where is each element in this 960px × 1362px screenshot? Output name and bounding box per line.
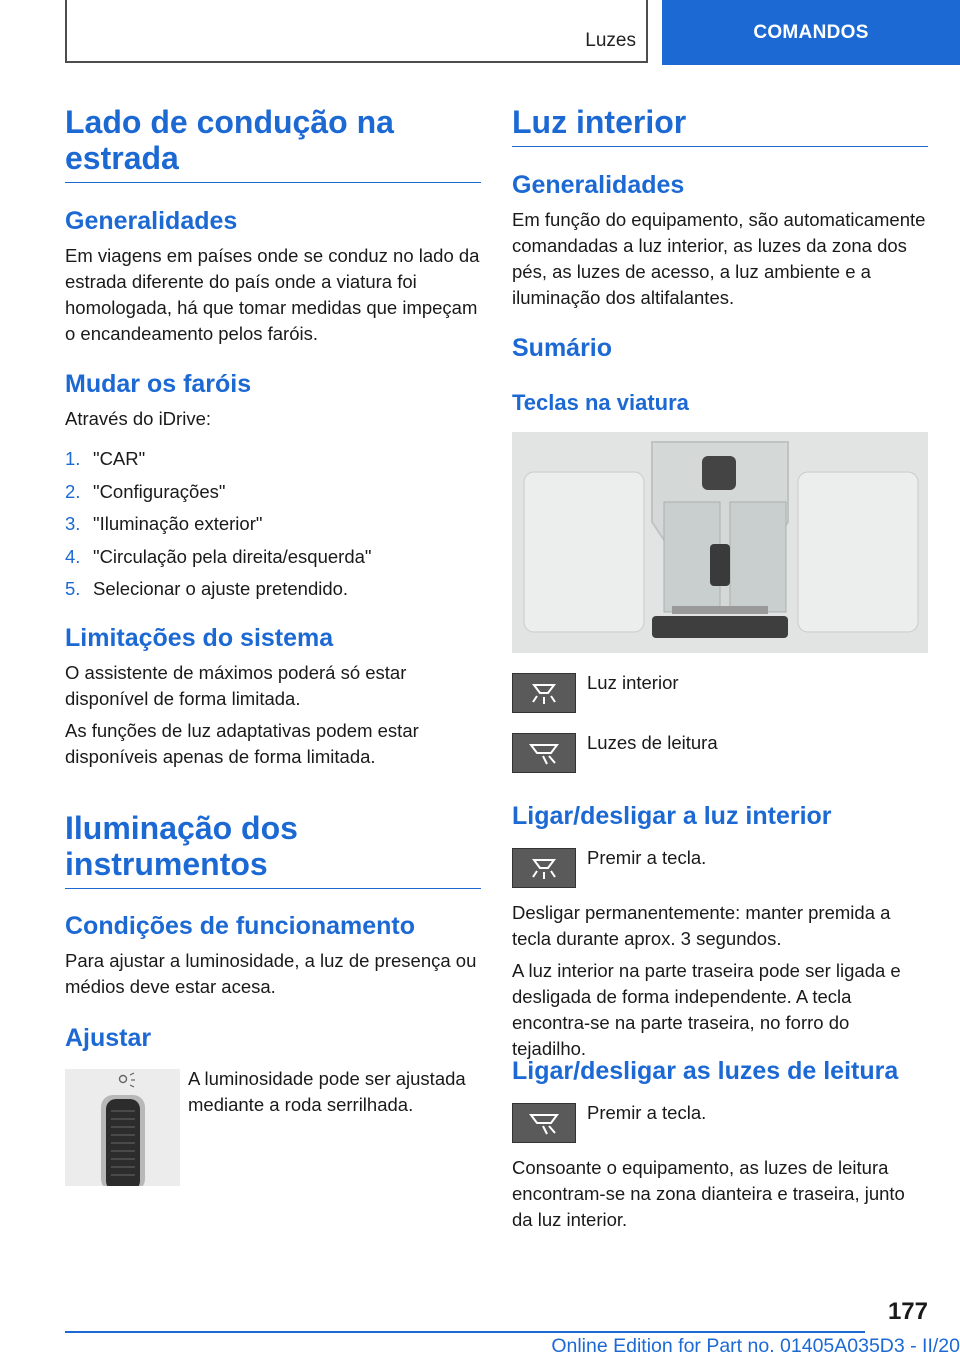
text-limitacoes-1: O assistente de máximos poderá só estar disponível de forma limitada. [65,662,407,709]
reading-light-key-icon [512,1103,576,1143]
heading-mudar-farois: Mudar os faróis [65,370,252,398]
text-condicoes: Para ajustar a luminosidade, a luz de presença ou médios deve estar acesa. [65,950,477,997]
text-ajustar: A luminosidade pode ser ajustada mediante a roda serrilhada. [188,1068,466,1115]
text-mudar-intro: Através do iDrive: [65,408,211,429]
text-consoante: Consoante o equipamento, as luzes de leitura encontram-se na zona dianteira e traseira, junto da luz interior. [512,1157,905,1230]
heading-teclas: Teclas na viatura [512,390,689,415]
header-section-label: Luzes [585,30,636,51]
section-title-luz-interior: Luz interior [512,104,928,147]
label-luz-interior: Luz interior [587,672,679,693]
header-chapter-tab: COMANDOS [662,0,960,65]
section-title-instrument-lighting: Iluminação dos instrumentos [65,810,481,889]
text-generalidades-left: Em viagens em países onde se conduz no lado da estrada diferente do país onde a viatura foi homologada, há que tomar medidas que impeçam o encandeamento pelos faróis. [65,245,480,344]
overhead-console-photo [512,432,928,653]
heading-sumario: Sumário [512,334,613,362]
heading-generalidades-left: Generalidades [65,207,238,235]
list-item: 5. Selecionar o ajuste pretendido. [65,578,349,600]
heading-ligar-leitura: Ligar/desligar as luzes de leitura [512,1057,899,1085]
list-item: 4. "Circulação pela direita/esquerda" [65,545,372,567]
page-number: 177 [887,1298,928,1325]
dimmer-wheel-icon [65,1069,180,1186]
heading-generalidades-right: Generalidades [512,171,685,199]
heading-ajustar: Ajustar [65,1024,152,1052]
reading-light-key-icon [512,733,576,773]
section-title-driving-side: Lado de condução na estrada [65,104,481,183]
footer-edition-text: Online Edition for Part no. 01405A035D3 - II/20 [551,1335,960,1357]
text-generalidades-right: Em função do equipamento, são automaticamente comandadas a luz interior, as luzes da zona dos pés, as luzes de acesso, a luz ambiente e a iluminação dos altifalantes. [512,209,926,308]
list-item: 2. "Configurações" [65,480,226,502]
text-traseira: A luz interior na parte traseira pode ser ligada e desligada de forma independente. A tecla encontra-se na parte traseira, no forro do tejadilho. [512,960,901,1059]
text-desligar: Desligar permanentemente: manter premida a tecla durante aprox. 3 segundos. [512,902,891,949]
text-premir-2: Premir a tecla. [587,1102,707,1123]
luz-interior-key-icon [512,673,576,713]
heading-limitacoes: Limitações do sistema [65,624,334,652]
heading-ligar-interior: Ligar/desligar a luz interior [512,802,832,830]
list-item: 3. "Iluminação exterior" [65,513,263,535]
luz-interior-key-icon [512,848,576,888]
steps-list [65,448,481,611]
text-premir-1: Premir a tecla. [587,847,707,868]
label-luzes-leitura: Luzes de leitura [587,732,718,753]
list-item: 1. "CAR" [65,448,146,469]
text-limitacoes-2: As funções de luz adaptativas podem estar disponíveis apenas de forma limitada. [65,720,419,767]
thumbwheel-photo [65,1069,180,1186]
overhead-console-illustration [512,432,928,653]
footer-divider [65,1331,865,1333]
heading-condicoes: Condições de funcionamento [65,912,416,940]
